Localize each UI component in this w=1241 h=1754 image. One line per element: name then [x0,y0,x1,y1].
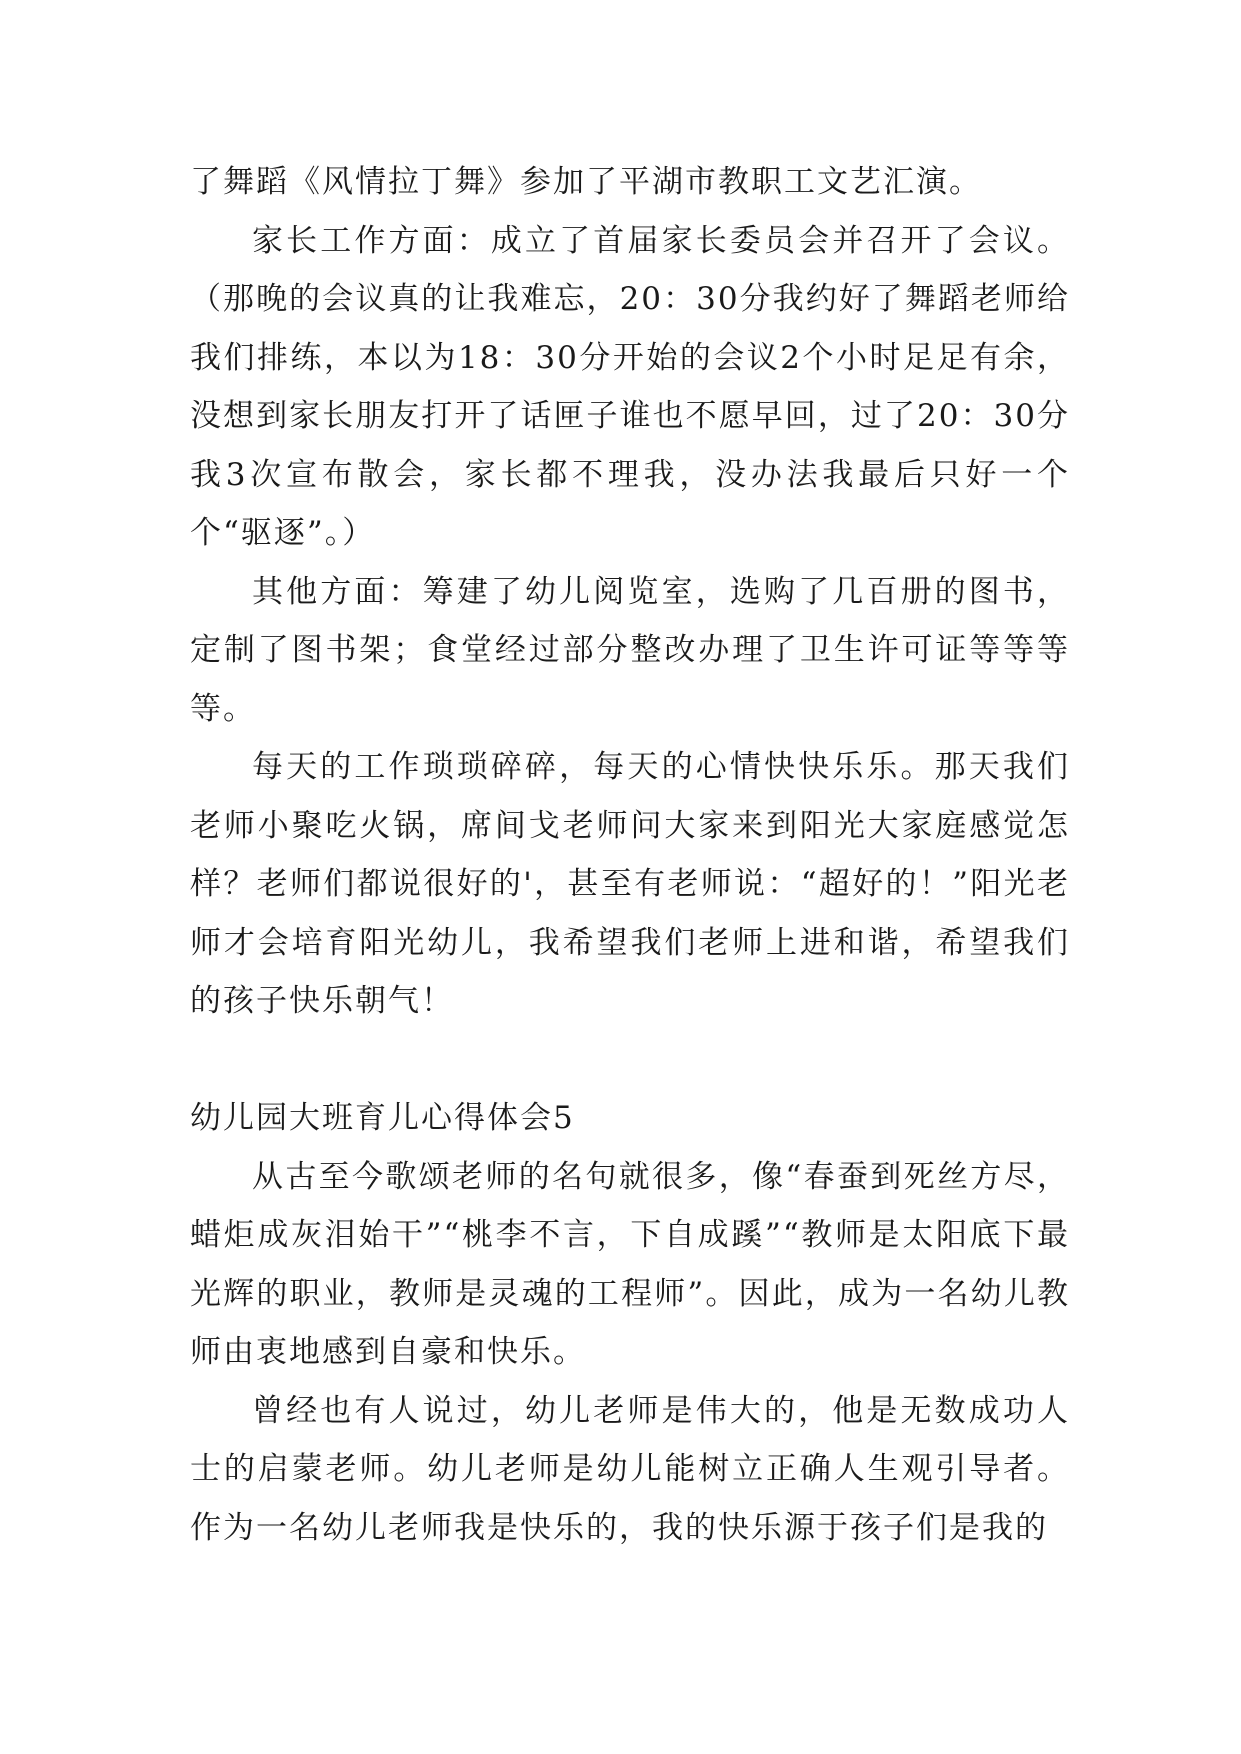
paragraph-famous-quotes: 从古至今歌颂老师的名句就很多，像“春蚕到死丝方尽，蜡炬成灰泪始干”“桃李不言，下自成蹊”“教师是太阳底下最光辉的职业，教师是灵魂的工程师”。因此，成为一名幼儿教师由衷地感到自豪和快乐。 [190,1158,1070,1370]
paragraph-daily-work: 每天的工作琐琐碎碎，每天的心情快快乐乐。那天我们老师小聚吃火锅，席间戈老师问大家来到阳光大家庭感觉怎样？老师们都说很好的'，甚至有老师说：“超好的！”阳光老师才会培育阳光幼儿，我希望我们老师上进和谐，希望我们的孩子快乐朝气！ [190,749,1070,1019]
paragraph-continuation: 了舞蹈《风情拉丁舞》参加了平湖市教职工文艺汇演。 [190,164,982,200]
document-body [190,153,1070,1557]
paragraph-other-aspects: 其他方面：筹建了幼儿阅览室，选购了几百册的图书，定制了图书架；食堂经过部分整改办理了卫生许可证等等等等。 [190,573,1070,727]
section-title: 幼儿园大班育儿心得体会5 [190,1100,575,1136]
paragraph-parent-work: 家长工作方面：成立了首届家长委员会并召开了会议。（那晚的会议真的让我难忘，20：30分我约好了舞蹈老师给我们排练，本以为18：30分开始的会议2个小时足足有余，没想到家长朋友打开了话匣子谁也不愿早回，过了20：30分我3次宣布散会，家长都不理我，没办法我最后只好一个个“驱逐”。） [190,222,1070,551]
paragraph-teacher-joy: 曾经也有人说过，幼儿老师是伟大的，他是无数成功人士的启蒙老师。幼儿老师是幼儿能树立正确人生观引导者。作为一名幼儿老师我是快乐的，我的快乐源于孩子们是我的 [190,1392,1070,1546]
section-spacer [190,1031,1070,1090]
